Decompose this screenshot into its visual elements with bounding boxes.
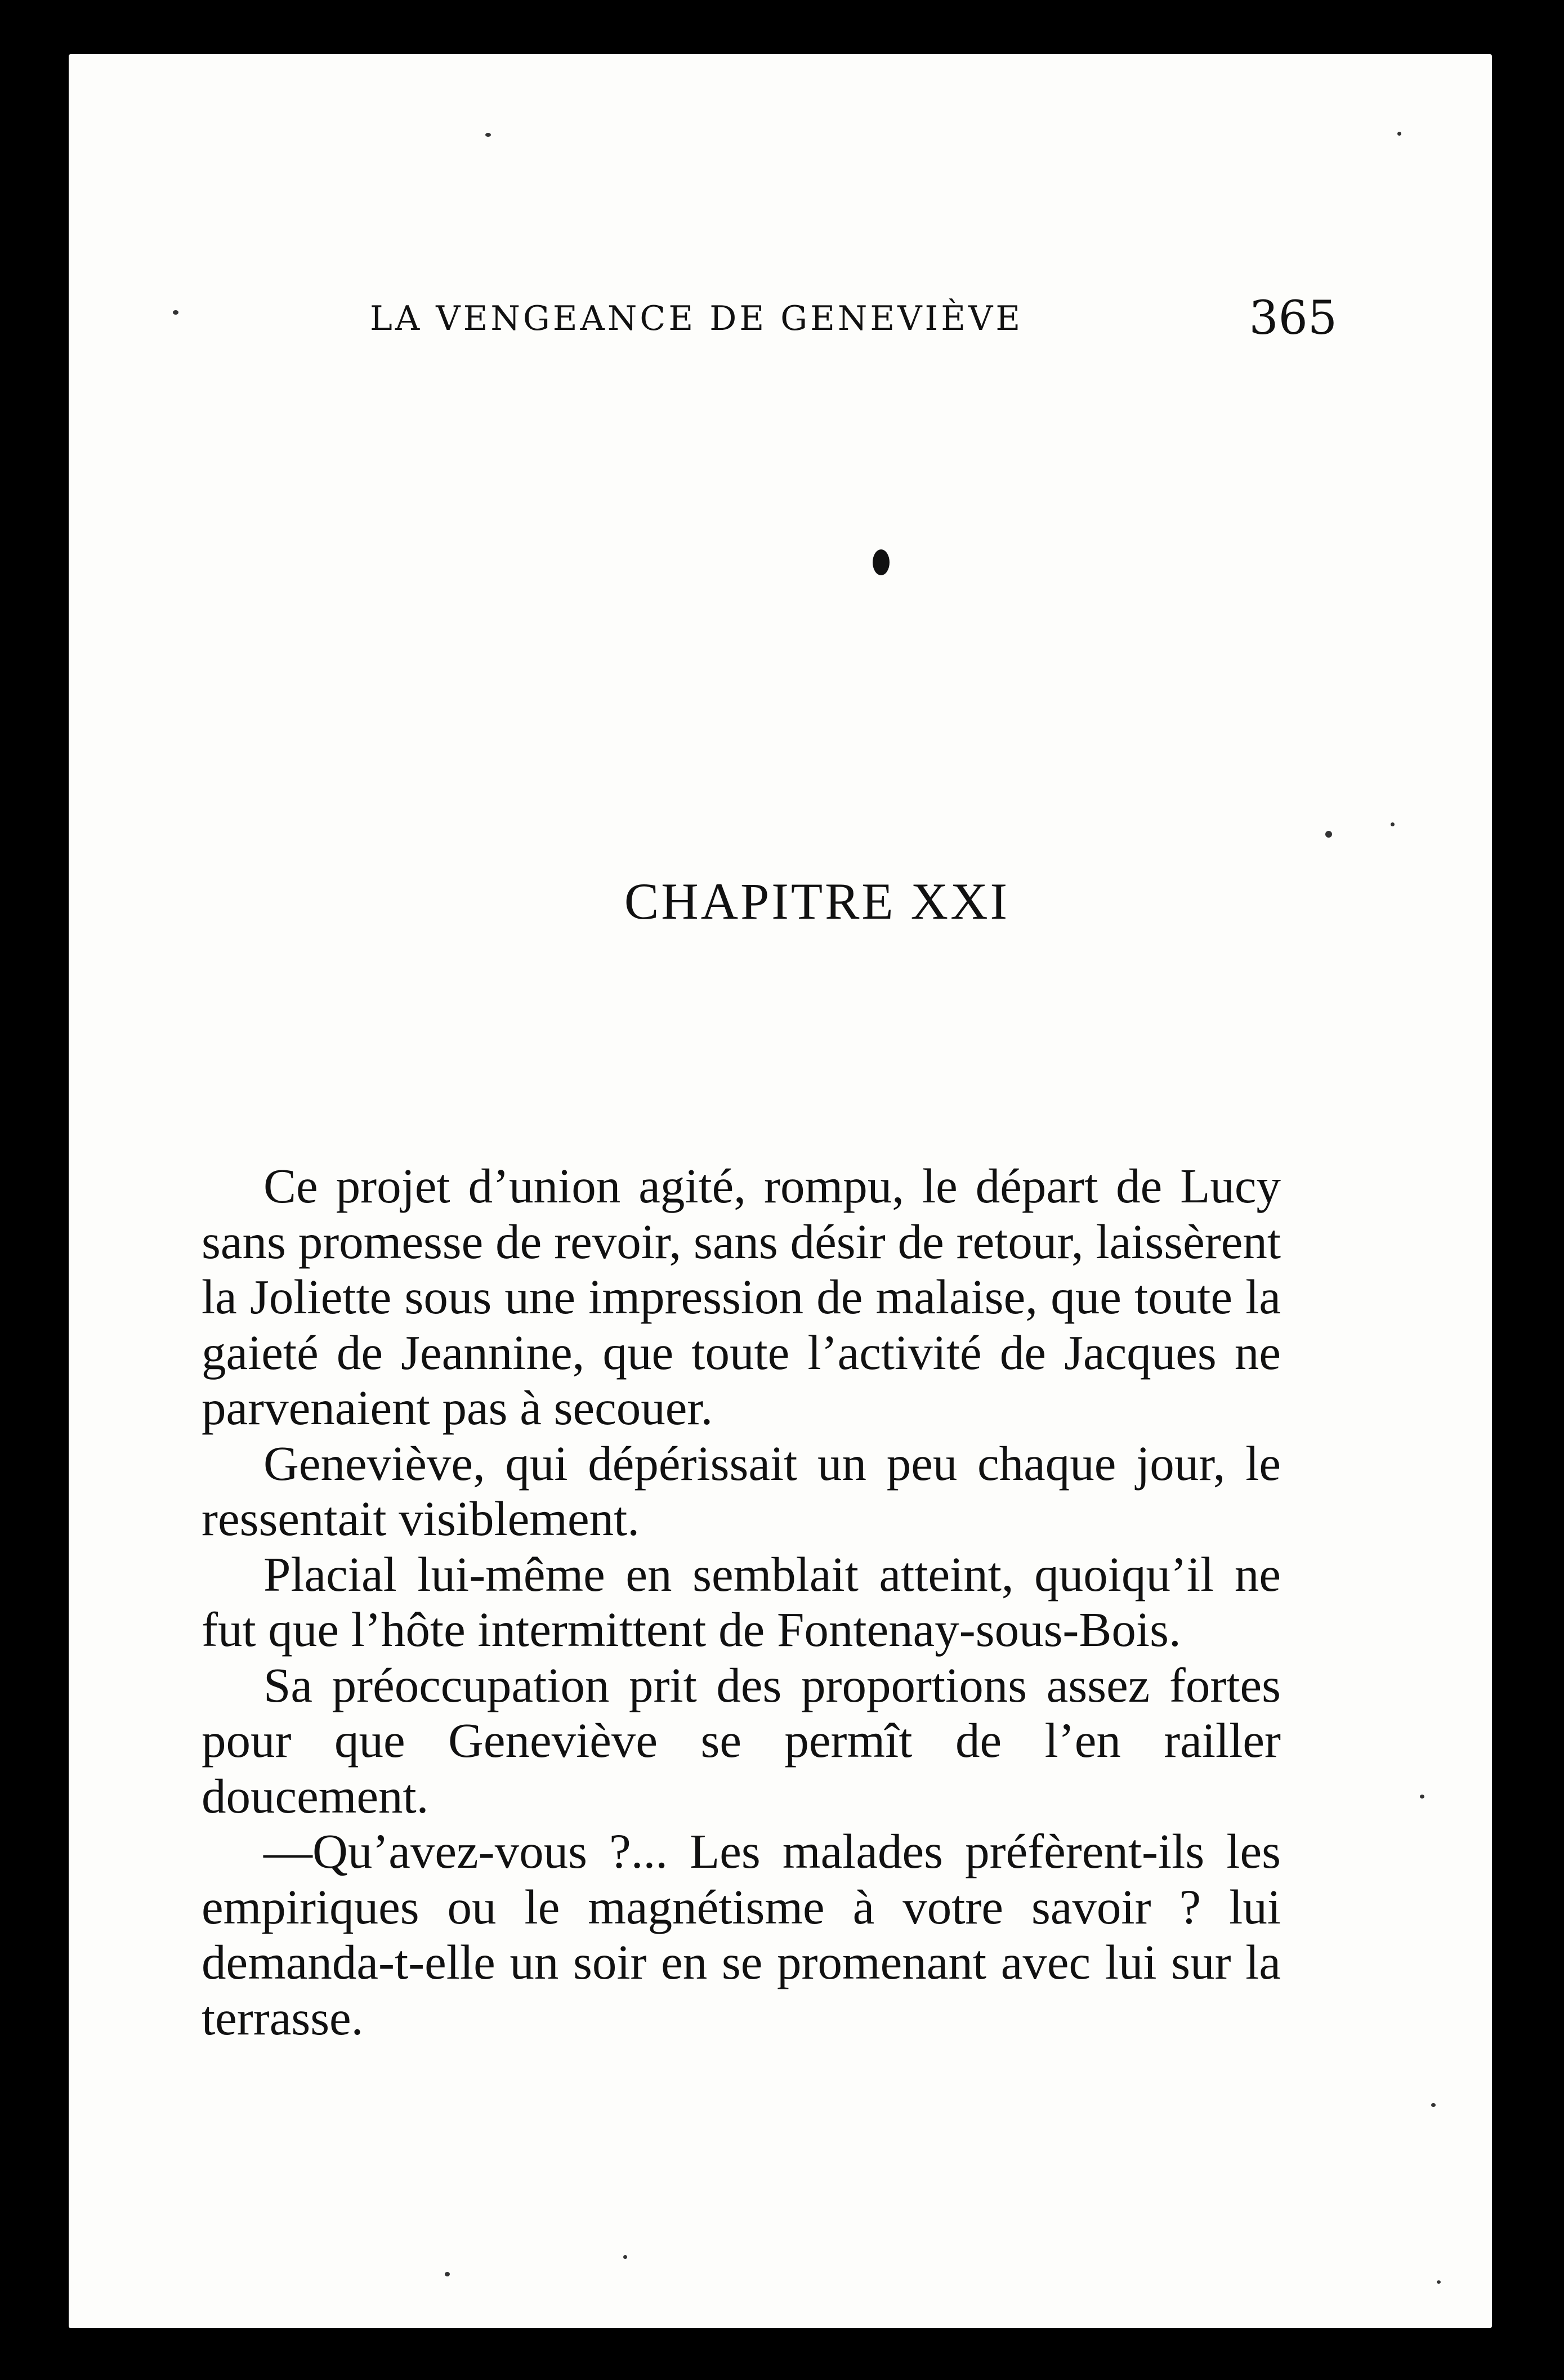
- scan-speck: [623, 2255, 627, 2259]
- page-number: 365: [1249, 292, 1337, 345]
- scan-speck: [1437, 2280, 1441, 2284]
- scan-speck: [173, 310, 178, 315]
- scan-speck: [1420, 1795, 1424, 1799]
- paragraph: Sa préoccupation prit des proportions assez fortes pour que Geneviève se permît de l’en railler doucement.: [202, 1657, 1281, 1823]
- scan-speck: [485, 133, 491, 137]
- paragraph: Ce projet d’union agité, rompu, le départ de Lucy sans promesse de revoir, sans désir de retour, laissèrent la Joliette sous une impression de malaise, que toute la gaieté de Jeannine, que toute l’activité de Jacques ne parvenaient pas à secouer.: [202, 1158, 1281, 1435]
- scan-speck: [1325, 831, 1332, 838]
- body-text: [202, 1158, 1281, 2046]
- scan-speck: [1397, 132, 1401, 136]
- running-title: LA VENGEANCE DE GENEVIÈVE: [370, 299, 1024, 338]
- scan-speck: [1431, 2103, 1436, 2107]
- book-page: [69, 54, 1492, 2328]
- running-header: [370, 290, 1337, 347]
- ornament-dot: [873, 549, 890, 575]
- scan-speck: [445, 2272, 450, 2276]
- scan-speck: [1391, 822, 1395, 826]
- paragraph: Placial lui-même en semblait atteint, quoiqu’il ne fut que l’hôte intermittent de Fontenay-sous-Bois.: [202, 1546, 1281, 1657]
- chapter-heading: CHAPITRE XXI: [624, 873, 1010, 930]
- paragraph: Geneviève, qui dépérissait un peu chaque jour, le ressentait visiblement.: [202, 1435, 1281, 1546]
- paragraph: —Qu’avez-vous ?... Les malades préfèrent-ils les empiriques ou le magnétisme à votre savoir ? lui demanda-t-elle un soir en se promenant avec lui sur la terrasse.: [202, 1824, 1281, 2045]
